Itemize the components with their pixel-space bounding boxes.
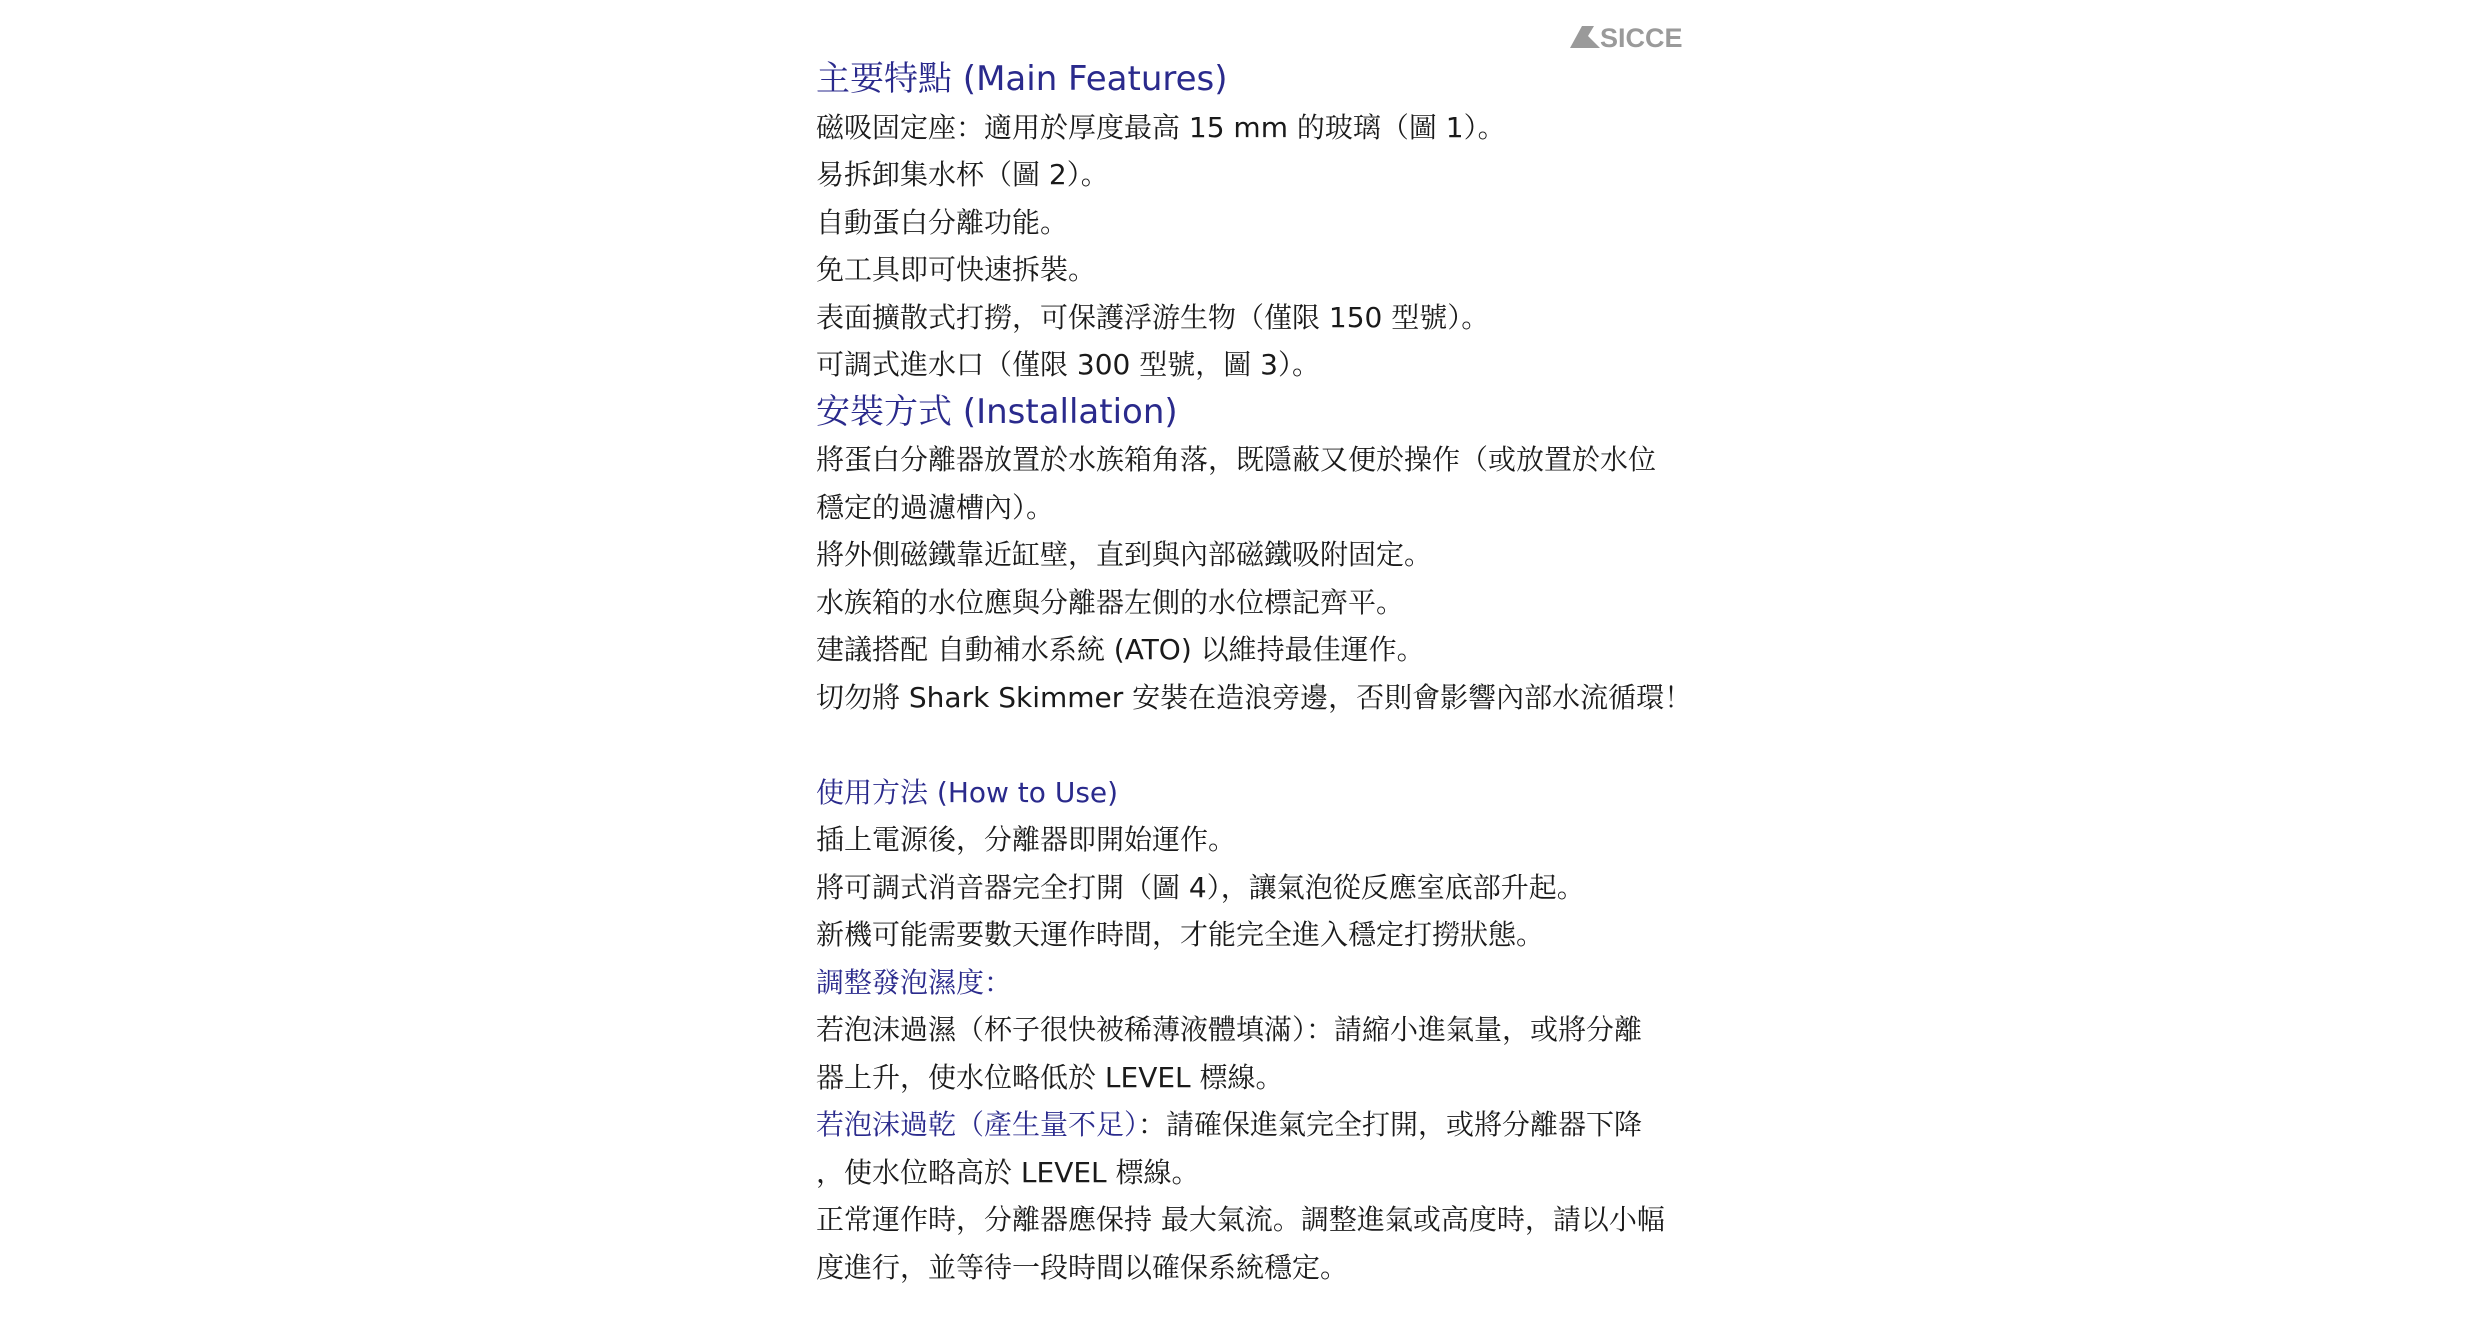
installation-heading: 安裝方式 (Installation) [816,391,1178,432]
installation-line: 切勿將 Shark Skimmer 安裝在造浪旁邊，否則會影響內部水流循環！ [816,680,1693,714]
dry-foam-label: 若泡沫過乾（產生量不足） [816,1108,1139,1141]
installation-line: 將蛋白分離器放置於水族箱角落，既隱蔽又便於操作（或放置於水位 [816,443,1657,476]
how-to-use-heading: 使用方法 (How to Use) [816,775,1119,809]
document-body [816,56,1716,1291]
adjust-foam-heading: 調整發泡濕度： [816,965,1013,999]
dry-foam-line [816,1101,1716,1149]
feature-item: 磁吸固定座：適用於厚度最高 15 mm 的玻璃（圖 1）。 [816,110,1506,144]
feature-item: 表面擴散式打撈，可保護浮游生物（僅限 150 型號）。 [816,300,1490,334]
feature-item: 易拆卸集水杯（圖 2）。 [816,158,1109,191]
usage-line: 將可調式消音器完全打開（圖 4），讓氣泡從反應室底部升起。 [816,870,1585,904]
section-spacer [816,721,1716,769]
wet-foam-line: 若泡沫過濕（杯子很快被稀薄液體填滿）：請縮小進氣量，或將分離 [816,1013,1643,1046]
shark-fin-icon [1570,26,1600,48]
wet-foam-line: 器上升，使水位略低於 LEVEL 標線。 [816,1060,1284,1094]
sicce-logo [1566,18,1716,54]
feature-item: 可調式進水口（僅限 300 型號，圖 3）。 [816,348,1320,381]
logo-text: SICCE [1600,23,1683,53]
features-heading: 主要特點 (Main Features) [816,59,1228,99]
usage-line: 新機可能需要數天運作時間，才能完全進入穩定打撈狀態。 [816,918,1545,951]
normal-operation-line: 度進行，並等待一段時間以確保系統穩定。 [816,1250,1349,1284]
normal-operation-line: 正常運作時，分離器應保持 最大氣流。調整進氣或高度時，請以小幅 [816,1203,1665,1236]
installation-line: 將外側磁鐵靠近缸壁，直到與內部磁鐵吸附固定。 [816,538,1433,571]
feature-item: 免工具即可快速拆裝。 [816,253,1097,286]
dry-foam-line: ，使水位略高於 LEVEL 標線。 [816,1155,1200,1189]
usage-line: 插上電源後，分離器即開始運作。 [816,823,1237,856]
dry-foam-instruction: ：請確保進氣完全打開，或將分離器下降 [1138,1108,1643,1141]
feature-item: 自動蛋白分離功能。 [816,205,1069,239]
installation-line: 建議搭配 自動補水系統 (ATO) 以維持最佳運作。 [816,633,1425,666]
installation-line: 穩定的過濾槽內）。 [816,490,1055,524]
installation-line: 水族箱的水位應與分離器左側的水位標記齊平。 [816,585,1405,619]
